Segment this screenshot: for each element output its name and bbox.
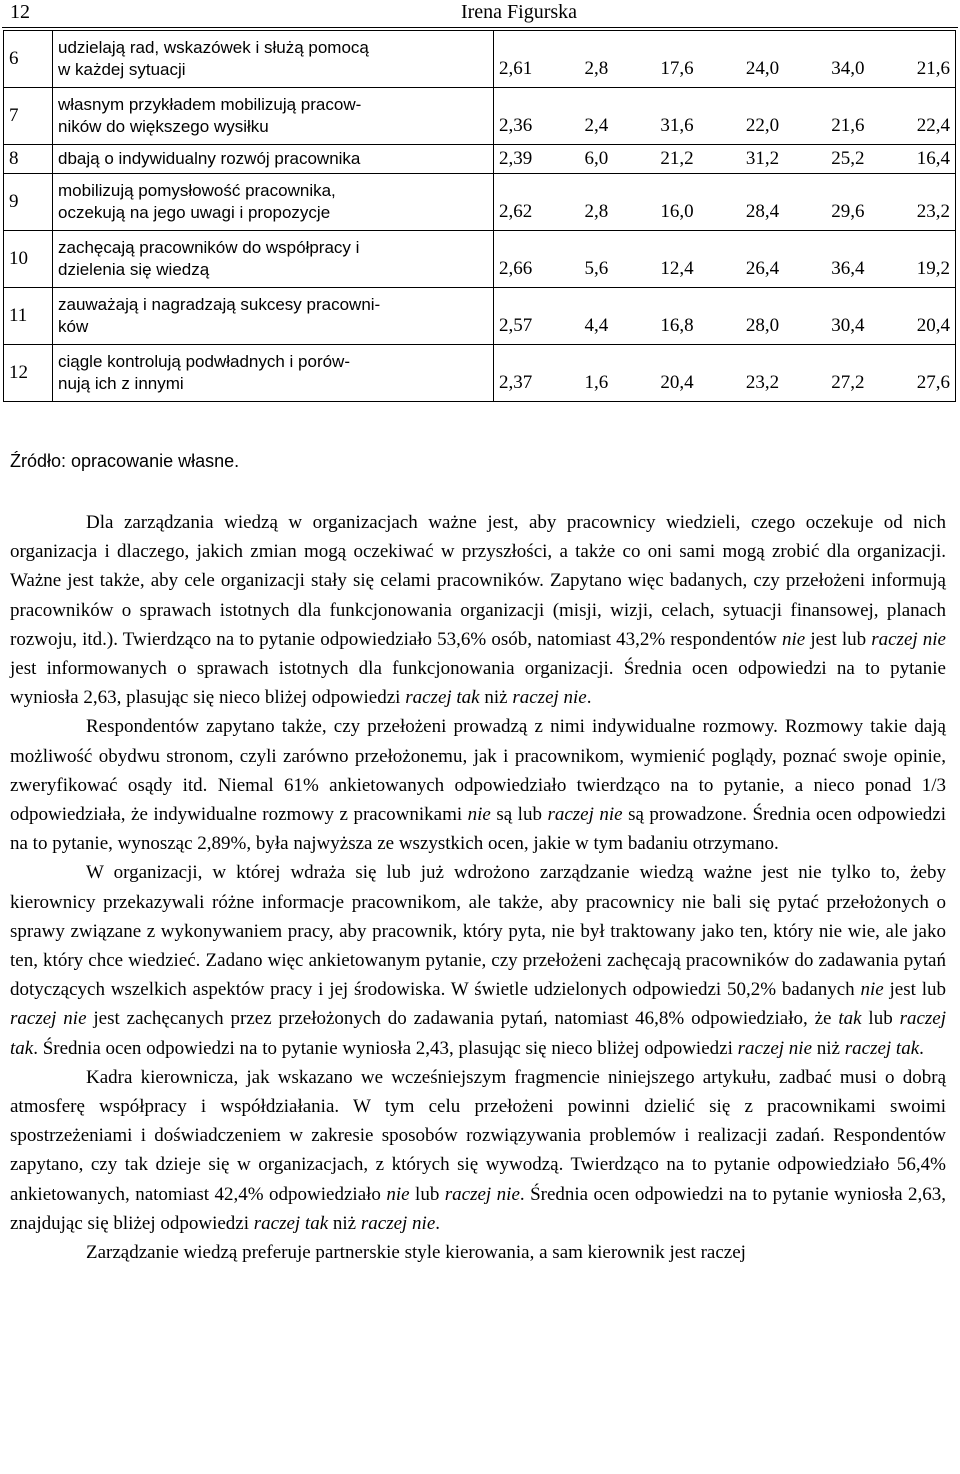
body-paragraph — [10, 1238, 946, 1267]
row-values — [494, 31, 956, 88]
description-line: udzielają rad, wskazówek i służą pomocą — [58, 38, 369, 57]
table-row — [4, 145, 956, 174]
row-number: 7 — [4, 88, 53, 145]
value-cell: 2,66 — [499, 258, 533, 279]
value-cell: 23,2 — [916, 201, 950, 222]
italic-term: raczej nie — [444, 1183, 520, 1205]
italic-term: raczej tak — [253, 1212, 329, 1234]
italic-term: raczej nie — [547, 804, 623, 826]
value-cell: 29,6 — [831, 201, 865, 222]
italic-term: raczej nie — [737, 1037, 813, 1059]
value-cell: 12,4 — [660, 258, 694, 279]
italic-term: raczej nie — [871, 628, 946, 650]
value-cell: 2,62 — [499, 201, 533, 222]
text-run: są prowadzone. Średnia ocen odpowiedzi na to pytanie, wynosząc 2,89%, była najwyższa ze wszystkich ocen, jakie w tym badaniu otrzymano. — [10, 804, 946, 855]
value-cell: 34,0 — [831, 58, 865, 79]
row-values — [494, 145, 956, 174]
row-number: 8 — [4, 145, 53, 174]
description-line: oczekują na jego uwagi i propozycje — [58, 203, 331, 222]
value-cell: 2,8 — [584, 201, 609, 222]
text-run: Zarządzanie wiedzą preferuje partnerskie style kierowania, a sam kierownik jest raczej — [86, 1242, 746, 1264]
body-paragraph — [10, 1063, 946, 1238]
row-description — [53, 88, 494, 145]
row-number: 12 — [4, 345, 53, 402]
description-line: własnym przykładem mobilizują pracow- — [58, 95, 362, 114]
row-values — [494, 288, 956, 345]
value-cell: 28,4 — [745, 201, 780, 222]
results-table — [3, 30, 956, 402]
body-paragraph — [10, 712, 946, 858]
value-cell: 16,4 — [916, 148, 950, 169]
value-cell: 31,6 — [660, 115, 694, 136]
row-description — [53, 31, 494, 88]
value-cell: 24,0 — [745, 58, 780, 79]
value-cell: 2,36 — [499, 115, 533, 136]
table-row — [4, 288, 956, 345]
row-number: 6 — [4, 31, 53, 88]
body-paragraph — [10, 858, 946, 1062]
value-cell: 36,4 — [831, 258, 865, 279]
header-rule — [2, 27, 958, 28]
value-cell: 5,6 — [584, 258, 609, 279]
description-line: zauważają i nagradzają sukcesy pracowni- — [58, 295, 381, 314]
italic-term: raczej nie — [360, 1212, 436, 1234]
row-values — [494, 88, 956, 145]
value-cell: 2,4 — [584, 115, 609, 136]
value-cell: 22,4 — [916, 115, 950, 136]
text-run: niż — [479, 687, 513, 709]
value-cell: 2,57 — [499, 315, 533, 336]
text-run: niż — [328, 1212, 361, 1234]
italic-term: tak — [838, 1008, 862, 1030]
text-run: jest informowanych o sprawach istotnych dla funkcjonowania organizacji. Średnia ocen odpowiedzi na to pytanie wyniosła 2,63, plasując się nieco bliżej odpowiedzi — [10, 658, 946, 709]
description-line: ków — [58, 317, 89, 336]
text-run: jest zachęcanych przez przełożonych do zadawania pytań, natomiast 46,8% odpowiedziało, że — [86, 1008, 839, 1030]
description-line: ciągle kontrolują podwładnych i porów- — [58, 352, 350, 371]
text-run: . — [919, 1037, 924, 1059]
row-values — [494, 174, 956, 231]
italic-term: raczej nie — [512, 687, 587, 709]
value-cell: 22,0 — [745, 115, 780, 136]
value-cell: 16,0 — [660, 201, 694, 222]
text-run: . Średnia ocen odpowiedzi na to pytanie wyniosła 2,63, znajdując się bliżej odpowiedzi — [10, 1183, 947, 1234]
value-cell: 19,2 — [916, 258, 950, 279]
value-cell: 25,2 — [831, 148, 865, 169]
italic-term: nie — [467, 804, 491, 826]
value-cell: 21,6 — [831, 115, 865, 136]
text-run: . Średnia ocen odpowiedzi na to pytanie wyniosła 2,43, plasując się nieco bliżej odpowiedzi — [33, 1037, 738, 1059]
row-number: 11 — [4, 288, 53, 345]
row-values — [494, 231, 956, 288]
text-run: Kadra kierownicza, jak wskazano we wcześniejszym fragmencie niniejszego artykułu, zadbać musi o dobrą atmosferę współpracy i współdziałania. W tym celu przełożeni powinni dzielić się z pracownikami swoimi spostrzeżeniami i doświadczeniem w zakresie sposobów rozwiązywania problemów i realizacji zadań. Respondentów zapytano, czy tak dzieje się w organizacjach, z których się wywodzą. Twierdząco na to pytanie odpowiedziało 56,4% ankietowanych, natomiast 42,4% odpowiedziało — [10, 1066, 946, 1205]
description-line: ników do większego wysiłku — [58, 117, 269, 136]
page-header — [0, 0, 960, 26]
description-line: dbają o indywidualny rozwój pracownika — [58, 149, 361, 168]
row-description — [53, 231, 494, 288]
value-cell: 31,2 — [745, 148, 780, 169]
value-cell: 1,6 — [584, 372, 609, 393]
value-cell: 2,8 — [584, 58, 609, 79]
value-cell: 28,0 — [745, 315, 780, 336]
table-row — [4, 88, 956, 145]
page-number: 12 — [10, 1, 30, 23]
text-run: W organizacji, w której wdraża się lub już wdrożono zarządzanie wiedzą ważne jest nie tylko to, żeby kierownicy przekazywali różne informacje pracownikom, ale także, aby pracownicy nie bali się pytać przełożonych o sprawy związane z wykonywaniem pracy, aby pracownik, który pyta, nie był traktowany jako ten, który nie wie, ale jako ten, który chce wiedzieć. Zadano więc ankietowanym pytanie, czy przełożeni zachęcają pracowników do zadawania pytań dotyczących wszelkich aspektów pracy i jej środowiska. W świetle udzielonych odpowiedzi 50,2% badanych — [10, 862, 946, 1001]
italic-term: raczej tak — [844, 1037, 920, 1059]
row-description — [53, 345, 494, 402]
table-source-note: Źródło: opracowanie własne. — [10, 451, 240, 471]
italic-term: raczej nie — [10, 1008, 87, 1030]
italic-term: raczej tak — [10, 1008, 946, 1059]
text-run: . — [435, 1212, 441, 1234]
value-cell: 6,0 — [584, 148, 609, 169]
value-cell: 4,4 — [584, 315, 609, 336]
text-run: Respondentów zapytano także, czy przełożeni prowadzą z nimi indywidualne rozmowy. Rozmowy takie dają możliwość obydwu stronom, czyli zarówno przełożonemu, jak i pracownikom, wymienić poglądy, poznać swoje opinie, zweryfikować osądy itd. Niemal 61% ankietowanych odpowiedziało twierdząco na to pytanie, a nieco ponad 1/3 odpowiedziała, że indywidualne rozmowy z pracownikami — [10, 716, 946, 826]
italic-term: nie — [860, 979, 884, 1001]
running-head-author: Irena Figurska — [460, 1, 578, 23]
value-cell: 21,2 — [660, 148, 694, 169]
text-run: lub — [861, 1008, 900, 1030]
italic-term: nie — [782, 628, 806, 650]
text-run: niż — [812, 1037, 845, 1059]
table-row — [4, 31, 956, 88]
text-run: lub — [409, 1183, 445, 1205]
row-description — [53, 145, 494, 174]
description-line: nują ich z innymi — [58, 374, 184, 393]
description-line: dzielenia się wiedzą — [58, 260, 210, 279]
text-run: jest lub — [805, 628, 872, 650]
value-cell: 26,4 — [745, 258, 780, 279]
description-line: mobilizują pomysłowość pracownika, — [58, 181, 336, 200]
value-cell: 17,6 — [660, 58, 694, 79]
value-cell: 20,4 — [660, 372, 694, 393]
row-values — [494, 345, 956, 402]
text-run: . — [586, 687, 592, 709]
value-cell: 2,37 — [499, 372, 533, 393]
description-line: zachęcają pracowników do współpracy i — [58, 238, 360, 257]
table-row — [4, 174, 956, 231]
table-row — [4, 345, 956, 402]
value-cell: 21,6 — [916, 58, 950, 79]
description-line: w każdej sytuacji — [58, 60, 186, 79]
text-run: jest lub — [883, 979, 946, 1001]
value-cell: 27,6 — [916, 372, 950, 393]
table-row — [4, 231, 956, 288]
text-run: Dla zarządzania wiedzą w organizacjach ważne jest, aby pracownicy wiedzieli, czego oczekuje od nich organizacja i dlaczego, jakich zmian mogą oczekiwać w przyszłości, a także co oni sami mogą zrobić dla organizacji. Ważne jest także, aby cele organizacji stały się celami pracowników. Zapytano więc badanych, czy przełożeni informują pracowników o sprawach istotnych dla funkcjonowania organizacji (misji, wizji, celach, sytuacji finansowej, planach rozwoju, itd.). Twierdząco na to pytanie odpowiedziało 53,6% osób, natomiast 43,2% respondentów — [10, 512, 946, 650]
body-paragraph — [10, 508, 946, 712]
value-cell: 2,61 — [499, 58, 533, 79]
row-description — [53, 174, 494, 231]
value-cell: 2,39 — [499, 148, 533, 169]
value-cell: 30,4 — [831, 315, 865, 336]
value-cell: 16,8 — [660, 315, 694, 336]
text-run: są lub — [490, 804, 548, 826]
value-cell: 20,4 — [916, 315, 950, 336]
value-cell: 23,2 — [745, 372, 780, 393]
row-description — [53, 288, 494, 345]
body-text — [10, 508, 946, 1267]
italic-term: nie — [386, 1183, 410, 1205]
row-number: 10 — [4, 231, 53, 288]
italic-term: raczej tak — [405, 687, 480, 709]
row-number: 9 — [4, 174, 53, 231]
value-cell: 27,2 — [831, 372, 865, 393]
